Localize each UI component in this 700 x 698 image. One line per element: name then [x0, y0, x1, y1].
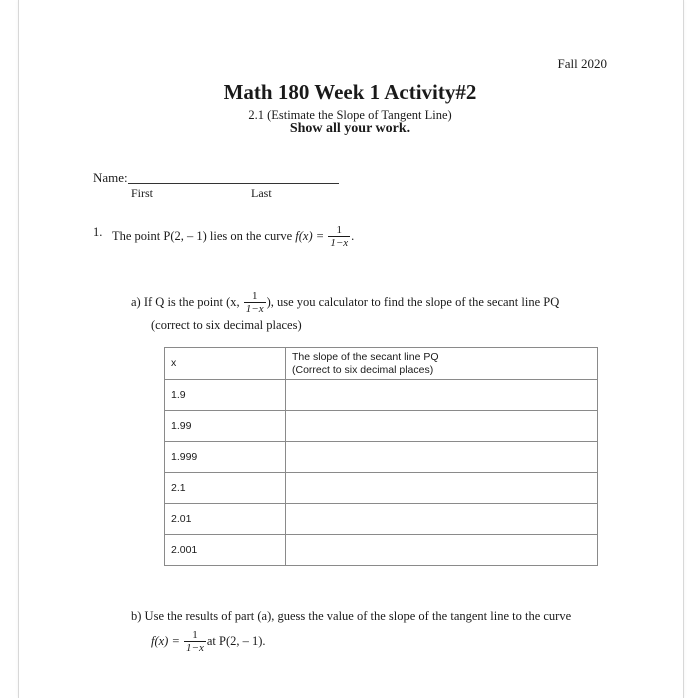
question-text	[112, 225, 354, 249]
table-row	[165, 442, 598, 473]
slope-answer-cell[interactable]	[286, 473, 598, 504]
instruction-text: Show all your work.	[289, 121, 411, 136]
part-b-statement: Use the results of part (a), guess the value of the slope of the tangent line to the curve	[144, 609, 572, 623]
fraction-denominator: 1−x	[245, 303, 264, 315]
part-a-text	[131, 291, 559, 315]
x-value: 2.01	[165, 504, 286, 535]
page-title: Math 180 Week 1 Activity#2	[223, 80, 477, 104]
table-header-row	[165, 348, 598, 380]
x-value: 2.1	[165, 473, 286, 504]
fraction-numerator: 1	[251, 290, 258, 302]
fraction-numerator: 1	[192, 629, 198, 641]
table-row	[165, 504, 598, 535]
part-b-label: b)	[131, 609, 142, 623]
name-label: Name:	[93, 170, 128, 185]
slope-answer-cell[interactable]	[286, 442, 598, 473]
function-fraction	[328, 225, 350, 249]
table-row	[165, 380, 598, 411]
part-a-before: If Q is the point (x,	[143, 294, 240, 309]
x-value: 1.99	[165, 411, 286, 442]
first-name-label: First	[131, 186, 154, 200]
semester-label: Fall 2020	[557, 56, 607, 71]
part-b-after: at P(2, – 1).	[206, 633, 266, 648]
question-end: .	[351, 228, 355, 243]
secant-slope-table	[164, 347, 598, 566]
part-a-note: (correct to six decimal places)	[151, 318, 302, 332]
part-b-text	[131, 609, 571, 624]
point-fraction	[244, 291, 266, 315]
table-row	[165, 411, 598, 442]
part-a-after: ), use you calculator to find the slope of the secant line PQ	[266, 294, 560, 309]
table-row	[165, 473, 598, 504]
header-slope-line2: (Correct to six decimal places)	[292, 363, 434, 376]
name-field[interactable]	[128, 183, 339, 184]
question-number: 1.	[93, 225, 103, 239]
x-value: 2.001	[165, 535, 286, 566]
question-statement: The point P(2, – 1) lies on the curve	[112, 228, 293, 243]
fraction-numerator: 1	[336, 224, 342, 236]
header-slope	[286, 348, 598, 380]
header-slope-line1: The slope of the secant line PQ	[292, 350, 439, 363]
function-label: f(x) =	[151, 633, 180, 648]
fraction-denominator: 1−x	[186, 642, 204, 654]
last-name-label: Last	[251, 186, 272, 200]
x-value: 1.9	[165, 380, 286, 411]
function-fraction	[184, 630, 206, 654]
page-subtitle: 2.1 (Estimate the Slope of Tangent Line)	[248, 108, 452, 122]
header-x: x	[165, 348, 286, 380]
x-value: 1.999	[165, 442, 286, 473]
function-label: f(x) =	[295, 228, 325, 243]
slope-answer-cell[interactable]	[286, 535, 598, 566]
slope-answer-cell[interactable]	[286, 380, 598, 411]
slope-answer-cell[interactable]	[286, 411, 598, 442]
slope-answer-cell[interactable]	[286, 504, 598, 535]
fraction-denominator: 1−x	[330, 237, 349, 249]
table-row	[165, 535, 598, 566]
part-b-function	[151, 630, 266, 654]
part-a-label: a)	[131, 294, 141, 309]
